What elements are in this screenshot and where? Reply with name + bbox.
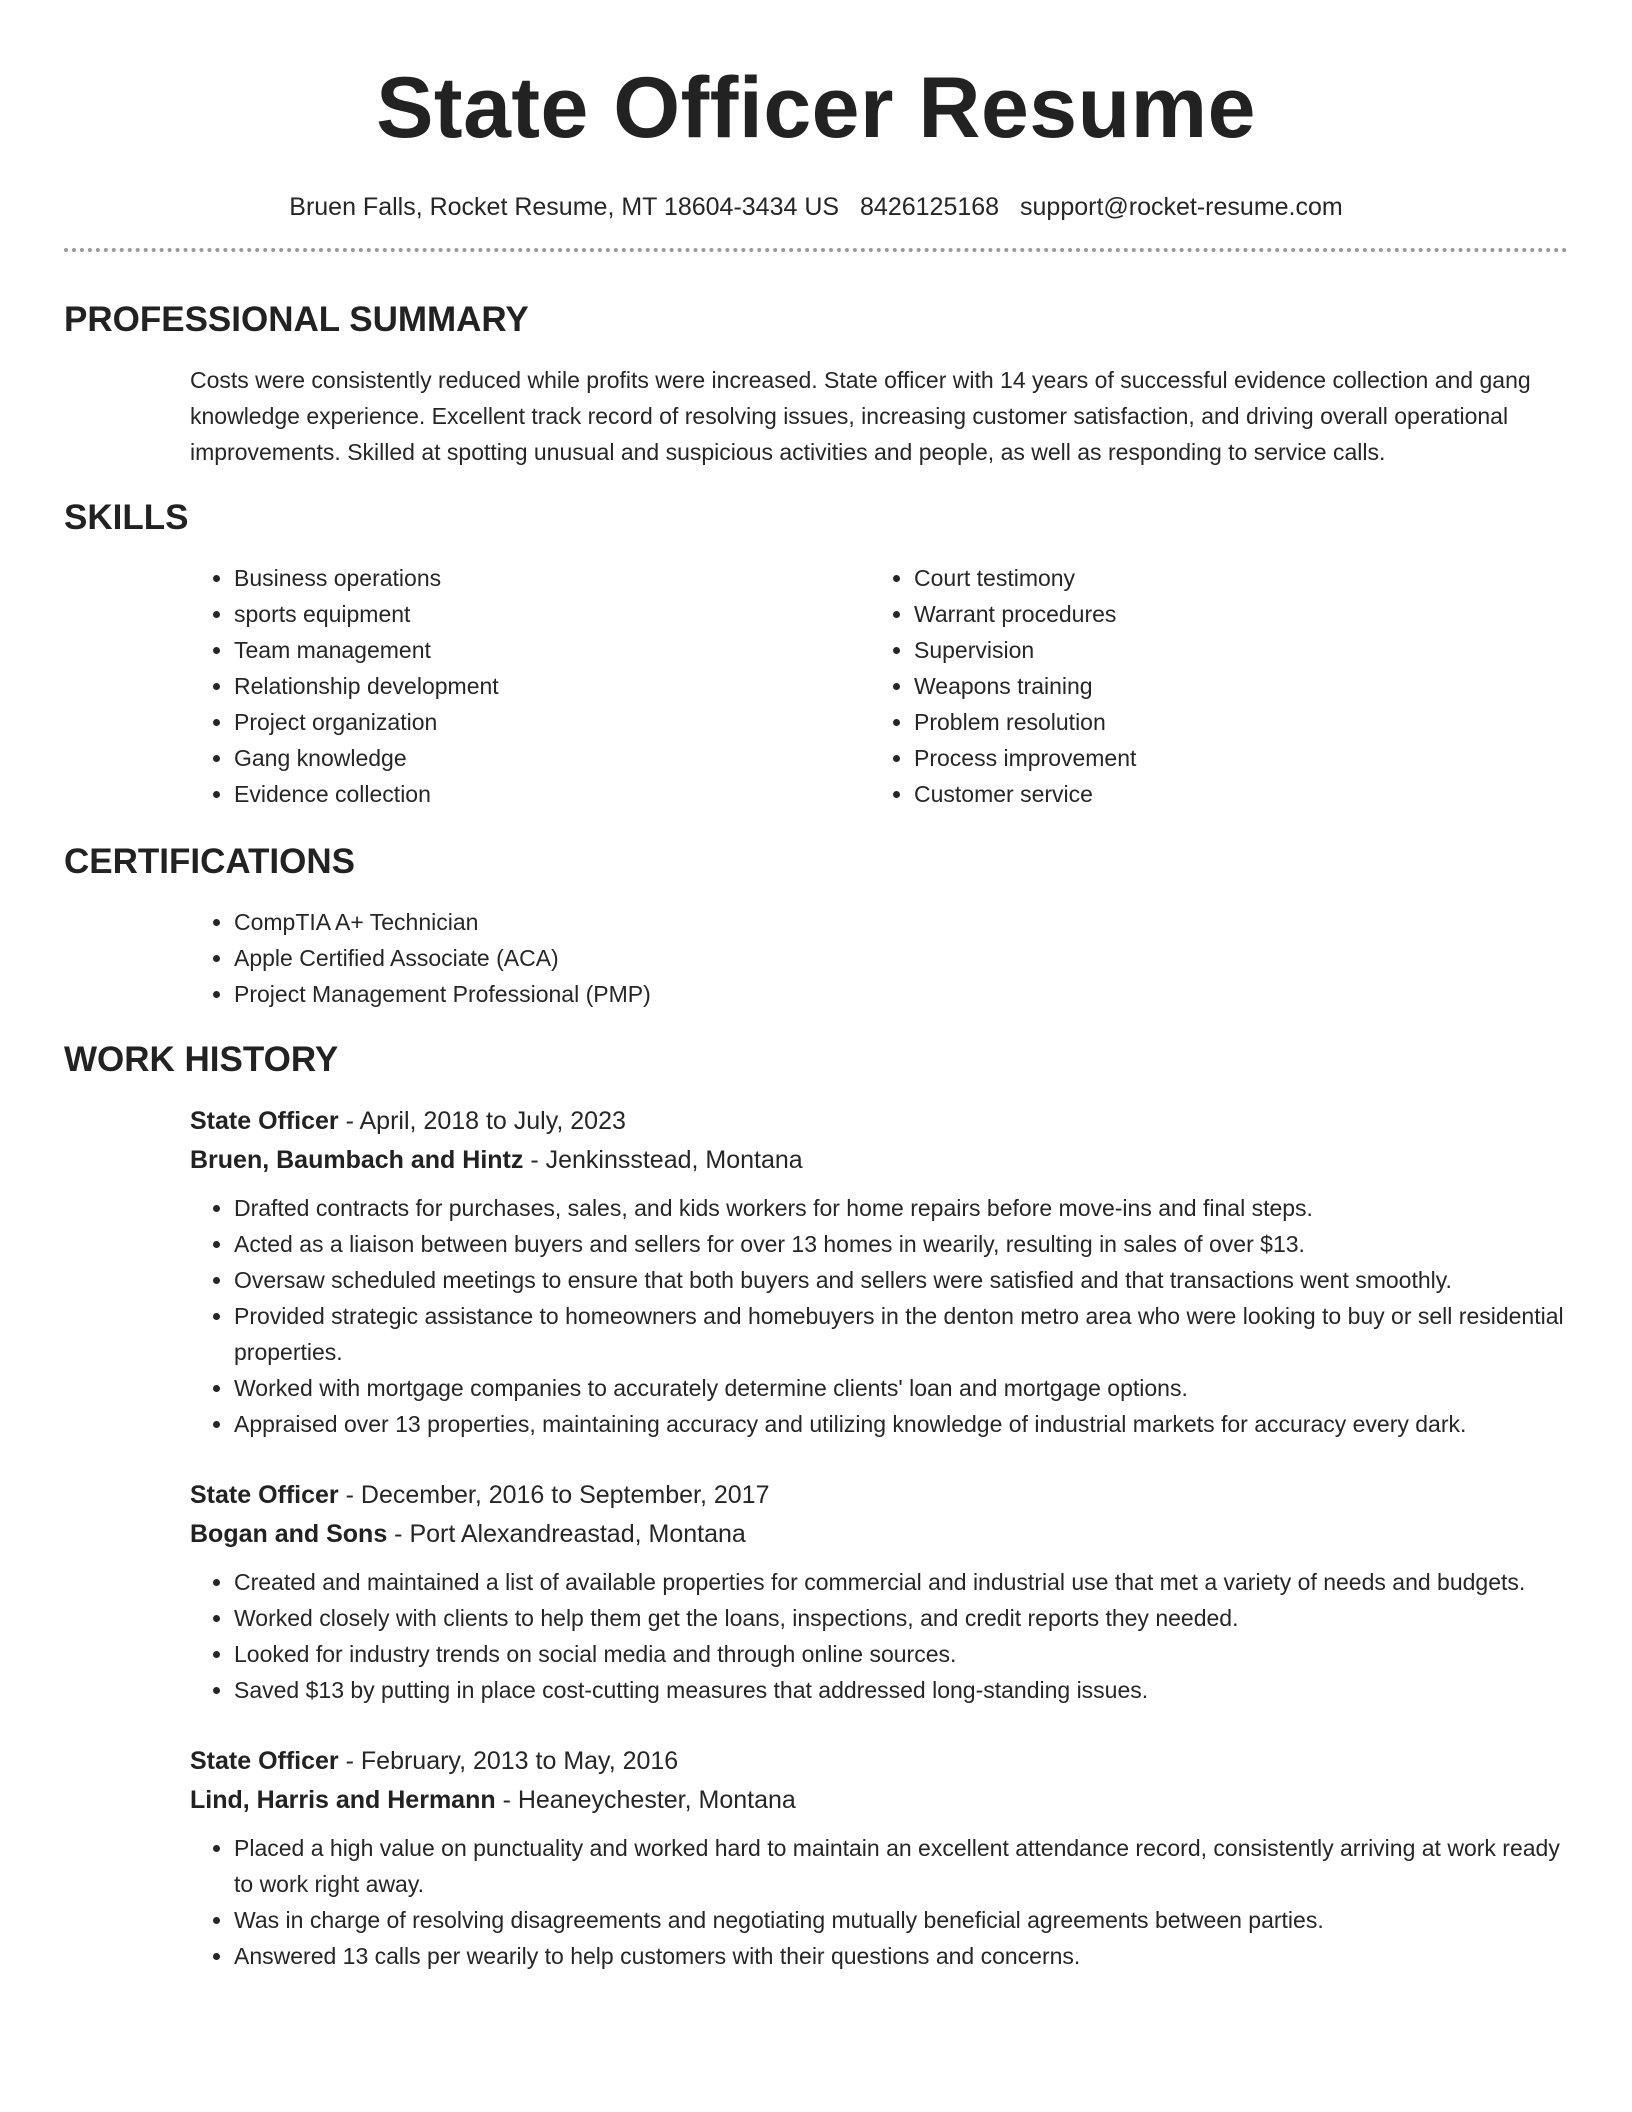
skill-item: • Warrant procedures [914,596,1550,632]
certification-item: • Apple Certified Associate (ACA) [234,940,1568,976]
job-company: Bruen, Baumbach and Hintz [190,1146,524,1174]
certifications-list [190,904,1568,1012]
work-history-list [190,1102,1568,1974]
contact-line [64,192,1568,222]
job-bullet: • Placed a high value on punctuality and worked hard to maintain an excellent attendance record, consistently arriving at work ready to work right away. [234,1830,1568,1902]
job-role: State Officer [190,1747,339,1775]
job-bullet: • Appraised over 13 properties, maintaining accuracy and utilizing knowledge of industrial markets for accuracy every dark. [234,1406,1568,1442]
skills-column-left [190,560,870,812]
skill-item: • Supervision [914,632,1550,668]
skill-item: • Business operations [234,560,870,596]
skill-item: • Project organization [234,704,870,740]
skill-item: • Team management [234,632,870,668]
job-company-line [190,1141,1568,1180]
section-title-skills: SKILLS [64,498,189,537]
job-bullets [190,1830,1568,1974]
contact-address: Bruen Falls, Rocket Resume, MT 18604-3434 US [289,193,840,221]
job-bullet: • Oversaw scheduled meetings to ensure that both buyers and sellers were satisfied and that transactions went smoothly. [234,1262,1568,1298]
job-location: - Heaneychester, Montana [495,1786,796,1814]
skills-column-right [870,560,1550,812]
job-role: State Officer [190,1107,339,1135]
job-bullet: • Provided strategic assistance to homeowners and homebuyers in the denton metro area who were looking to buy or sell residential properties. [234,1298,1568,1370]
job-title-line [190,1742,1568,1781]
job-bullets [190,1190,1568,1442]
job-title-line [190,1102,1568,1141]
section-title-work-history: WORK HISTORY [64,1040,339,1079]
job-bullet: • Was in charge of resolving disagreements and negotiating mutually beneficial agreements between parties. [234,1902,1568,1938]
job-dates: - December, 2016 to September, 2017 [338,1481,770,1509]
job-bullet: • Created and maintained a list of available properties for commercial and industrial use that met a variety of needs and budgets. [234,1564,1568,1600]
skill-item: • sports equipment [234,596,870,632]
job-company: Bogan and Sons [190,1520,388,1548]
skill-item: • Process improvement [914,740,1550,776]
job-bullet: • Worked with mortgage companies to accurately determine clients' loan and mortgage options. [234,1370,1568,1406]
skill-item: • Customer service [914,776,1550,812]
section-title-summary: PROFESSIONAL SUMMARY [64,300,529,339]
job-company-line [190,1515,1568,1554]
job-entry [190,1476,1568,1708]
skill-item: • Weapons training [914,668,1550,704]
job-bullet: • Looked for industry trends on social media and through online sources. [234,1636,1568,1672]
job-dates: - April, 2018 to July, 2023 [338,1107,626,1135]
skill-item: • Evidence collection [234,776,870,812]
job-bullet: • Saved $13 by putting in place cost-cutting measures that addressed long-standing issues. [234,1672,1568,1708]
job-bullet: • Acted as a liaison between buyers and sellers for over 13 homes in wearily, resulting in sales of over $13. [234,1226,1568,1262]
job-location: - Port Alexandreastad, Montana [387,1520,746,1548]
job-bullet: • Answered 13 calls per wearily to help customers with their questions and concerns. [234,1938,1568,1974]
job-role: State Officer [190,1481,339,1509]
skill-item: • Gang knowledge [234,740,870,776]
job-entry [190,1102,1568,1442]
job-company: Lind, Harris and Hermann [190,1786,496,1814]
resume-title: State Officer Resume [376,60,1256,156]
job-entry [190,1742,1568,1974]
job-location: - Jenkinsstead, Montana [523,1146,803,1174]
skills-list-right [870,560,1550,812]
job-bullet: • Drafted contracts for purchases, sales, and kids workers for home repairs before move-ins and final steps. [234,1190,1568,1226]
job-dates: - February, 2013 to May, 2016 [338,1747,679,1775]
job-bullet: • Worked closely with clients to help them get the loans, inspections, and credit reports they needed. [234,1600,1568,1636]
header-divider [64,248,1568,252]
skills-list-left [190,560,870,812]
certification-item: • CompTIA A+ Technician [234,904,1568,940]
job-company-line [190,1781,1568,1820]
contact-email: support@rocket-resume.com [1020,193,1343,221]
summary-text: Costs were consistently reduced while profits were increased. State officer with 14 years of successful evidence collection and gang knowledge experience. Excellent track record of resolving issues, increasing customer satisfaction, and driving overall operational improvements. Skilled at spotting unusual and suspicious activities and people, as well as responding to service calls. [190,367,1531,465]
skills-grid [190,560,1568,812]
contact-phone: 8426125168 [860,193,1000,221]
skill-item: • Court testimony [914,560,1550,596]
job-bullets [190,1564,1568,1708]
job-title-line [190,1476,1568,1515]
section-title-certifications: CERTIFICATIONS [64,842,356,881]
certification-item: • Project Management Professional (PMP) [234,976,1568,1012]
skill-item: • Problem resolution [914,704,1550,740]
certifications-block [190,904,1568,1012]
skill-item: • Relationship development [234,668,870,704]
